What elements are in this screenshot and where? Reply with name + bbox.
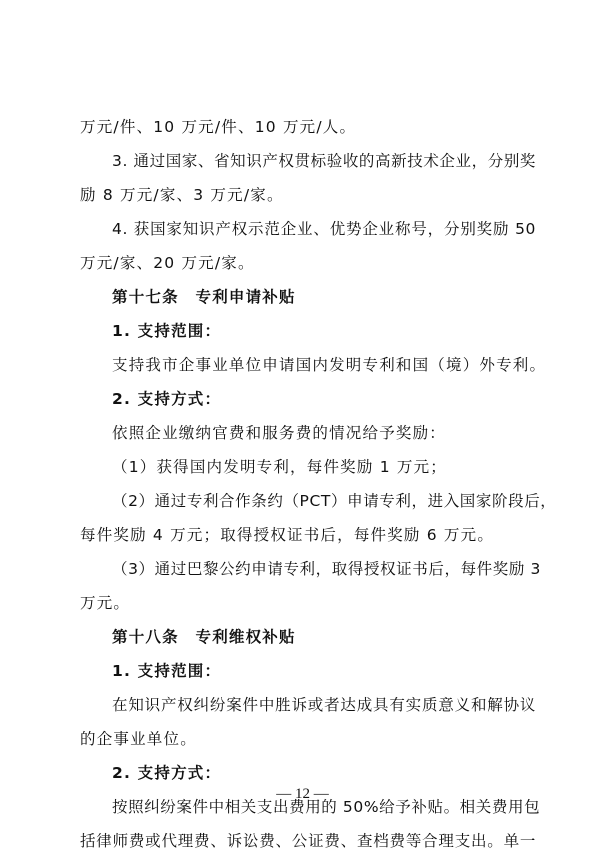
document-page (80, 115, 557, 863)
line-text: 的企事业单位。 (80, 730, 197, 748)
line-text: 1. 支持范围： (112, 322, 222, 340)
line-text: 2. 支持方式： (112, 390, 222, 408)
text-line (80, 693, 536, 727)
line-text: 每件奖励 4 万元；取得授权证书后，每件奖励 6 万元。 (80, 526, 495, 544)
article-heading (80, 625, 536, 659)
line-text: 按照纠纷案件中相关支出费用的 50%给予补贴。相关费用包 (112, 798, 541, 816)
line-text: 在知识产权纠纷案件中胜诉或者达成具有实质意义和解协议 (112, 696, 536, 714)
text-line (80, 421, 536, 455)
text-line (80, 829, 536, 863)
text-line (80, 149, 536, 183)
line-text: 依照企业缴纳官费和服务费的情况给予奖励： (112, 424, 447, 442)
text-line (80, 217, 536, 251)
line-text: （2）通过专利合作条约（PCT）申请专利，进入国家阶段后， (112, 492, 557, 510)
text-line (80, 115, 536, 149)
line-text: （1）获得国内发明专利，每件奖励 1 万元； (112, 458, 447, 476)
text-line (80, 353, 547, 387)
text-line (80, 727, 536, 761)
text-line (80, 523, 536, 557)
section-heading (80, 659, 536, 693)
line-text: 第十八条 专利维权补贴 (112, 628, 296, 646)
text-line (80, 455, 536, 489)
text-line (80, 489, 557, 523)
section-heading (80, 319, 536, 353)
line-text: 括律师费或代理费、诉讼费、公证费、查档费等合理支出。单一 (80, 832, 536, 850)
line-text: 1. 支持范围： (112, 662, 222, 680)
text-line (80, 557, 541, 591)
line-text: （3）通过巴黎公约申请专利，取得授权证书后，每件奖励 3 (112, 560, 541, 578)
line-text: 2. 支持方式： (112, 764, 222, 782)
line-text: 励 8 万元/家、3 万元/家。 (80, 186, 284, 204)
line-text: 万元/件、10 万元/件、10 万元/人。 (80, 118, 357, 136)
article-heading (80, 285, 536, 319)
line-text: 万元。 (80, 594, 131, 612)
line-text: 万元/家、20 万元/家。 (80, 254, 255, 272)
line-text: 第十七条 专利申请补贴 (112, 288, 296, 306)
section-heading (80, 387, 536, 421)
line-text: 支持我市企事业单位申请国内发明专利和国（境）外专利。 (112, 356, 547, 374)
line-text: 3. 通过国家、省知识产权贯标验收的高新技术企业，分别奖 (112, 152, 537, 170)
line-text: 4. 获国家知识产权示范企业、优势企业称号，分别奖励 50 (112, 220, 536, 238)
text-line (80, 591, 536, 625)
text-line (80, 251, 536, 285)
text-line (80, 183, 536, 217)
page-number: — 12 — (276, 786, 329, 802)
